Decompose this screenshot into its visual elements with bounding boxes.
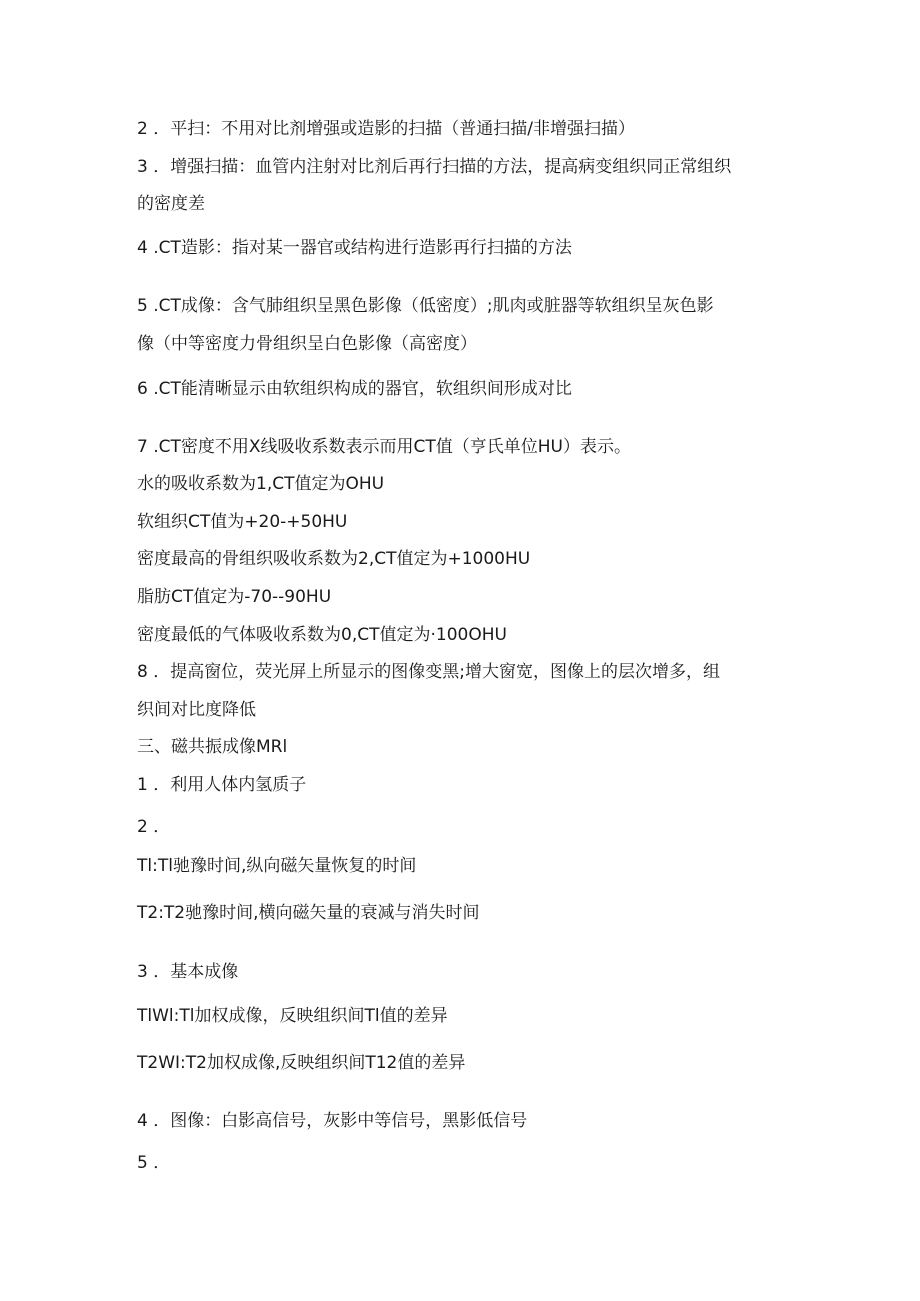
- text-line: 5 .CT成像：含气肺组织呈黑色影像（低密度）;肌肉或脏器等软组织呈灰色影: [137, 296, 714, 316]
- text-line: T2WI:T2加权成像,反映组织间T12值的差异: [137, 1053, 466, 1073]
- text-line: TlWl:Tl加权成像，反映组织间Tl值的差异: [137, 1006, 448, 1026]
- text-line: 3 ．增强扫描：血管内注射对比剂后再行扫描的方法，提高病变组织同正常组织: [137, 157, 732, 177]
- section-heading: 三、磁共振成像MRl: [137, 737, 288, 757]
- text-line: 脂肪CT值定为-70--90HU: [137, 587, 332, 607]
- text-line: 4 .CT造影：指对某一器官或结构进行造影再行扫描的方法: [137, 238, 572, 258]
- text-line: T2:T2驰豫时间,横向磁矢量的衰减与消失时间: [137, 903, 480, 923]
- text-line: 2 ．: [137, 817, 171, 837]
- text-line: 的密度差: [137, 194, 205, 214]
- text-line: 3 ．基本成像: [137, 962, 239, 982]
- text-line: 密度最低的气体吸收系数为0,CT值定为·100OHU: [137, 625, 507, 645]
- text-line: 像（中等密度力骨组织呈白色影像（高密度）: [137, 334, 477, 354]
- text-line: 水的吸收系数为1,CT值定为OHU: [137, 474, 385, 494]
- text-line: Tl:Tl驰豫时间,纵向磁矢量恢复的时间: [137, 856, 417, 876]
- text-line: 1 ．利用人体内氢质子: [137, 775, 307, 795]
- text-line: 5 ．: [137, 1153, 171, 1173]
- text-line: 密度最高的骨组织吸收系数为2,CT值定为+1000HU: [137, 549, 531, 569]
- text-line: 织间对比度降低: [137, 700, 256, 720]
- text-line: 8 ．提高窗位，荧光屏上所显示的图像变黑;增大窗宽，图像上的层次增多，组: [137, 662, 720, 682]
- text-line: 软组织CT值为+20-+50HU: [137, 512, 348, 532]
- text-line: 7 .CT密度不用X线吸收系数表示而用CT值（亨氏单位HU）表示。: [137, 437, 632, 457]
- text-line: 6 .CT能清晰显示由软组织构成的器官，软组织间形成对比: [137, 379, 572, 399]
- text-line: 4 ．图像：白影高信号，灰影中等信号，黑影低信号: [137, 1111, 528, 1131]
- text-line: 2 ．平扫：不用对比剂增强或造影的扫描（普通扫描/非增强扫描）: [137, 119, 635, 139]
